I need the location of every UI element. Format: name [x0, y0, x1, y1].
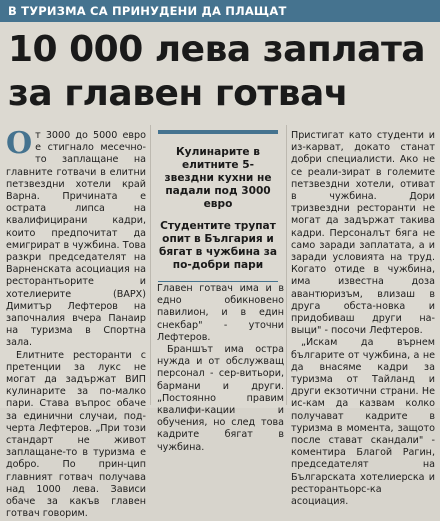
article-column-2	[157, 283, 284, 454]
pull-quote-1: Кулинарите в елитните 5-звездни кухни не падали под 3000 евро	[164, 146, 272, 210]
article-paragraph: Браншът има остра нужда и от обслужващ персонал - сер-витьори, бармани и други. „Постоянно правим квалифи-кации и обучения, но след това кадрите бягат в чужбина.	[157, 344, 284, 453]
article-text: т 3000 до 5000 евро е стигнало месечно-то заплащане на главните готвачи в елитни петзвездни хотели край Варна. Причината е острата липса на квалифицирани кадри, които предпочитат да емигрират в чужбина. Това разкри председателят на Варненската асоциация на ресторантьорите и хотелиерите (ВАРХ) Димитър Лефтеров на започналия вчера Панаир на туризма в Спортна зала.	[6, 130, 146, 349]
article-paragraph: „Искам да върнем българите от чужбина, а не да внасяме кадри за туризма от Тайланд и други екзотични страни. Не ис-кам да казвам колко получават кадрите в туризма в момента, защото после стават скандали" - коментира Благой Рагин, председателят на Българската хотелиерска и ресторантьорс-ка асоциация.	[291, 337, 435, 508]
headline-line-1: 10 000 лева заплата	[8, 29, 426, 70]
article-column-1	[6, 126, 146, 521]
drop-cap: О	[6, 126, 33, 161]
pull-quote-rule-bottom	[158, 281, 278, 282]
pull-quote-2: Студентите трупат опит в България и бягат в чужбина за по-добри пари	[158, 220, 278, 271]
section-kicker-bar	[0, 0, 440, 22]
pull-quote-rule	[158, 130, 278, 134]
article-paragraph: Елитните ресторанти с претенции за лукс не могат да задържат ВИП кулинарите за по-малко пари. Става въпрос обаче за единични случаи, под-черта Лефтеров. „При този стандарт не живот заплащане-то в туризма е добро. По прин-цип главният готвач получава над 1000 лева. Зависи обаче за какъв главен готвач говорим.	[6, 349, 146, 520]
pull-quote-box	[158, 130, 278, 282]
section-kicker: В ТУРИЗМА СА ПРИНУДЕНИ ДА ПЛАЩАТ	[8, 4, 287, 18]
article-paragraph: Главен готвач има и в едно обикновено павилион, и в един снекбар" - уточни Лефтеров.	[157, 283, 284, 343]
headline-line-2: за главен готвач	[8, 73, 349, 114]
column-divider	[150, 125, 151, 405]
article-paragraph: Пристигат като студенти и из-карват, докато станат добри специалисти. Ако не се реали-зират в големите петзвездни хотели, отиват в чужбина. Дори тризвездни ресторанти не могат да задържат такива кадри. Персоналът бяга не само заради заплатата, а и заради условията на труд. Когато отиде в чужбина, има известна доза авантюризъм, влизаш в друга обста-новка и придобиваш други на-выци" - посочи Лефтеров.	[291, 130, 435, 337]
column-divider	[286, 125, 287, 405]
headline	[8, 28, 438, 116]
article-column-3	[291, 130, 435, 508]
article-paragraph	[6, 126, 146, 350]
